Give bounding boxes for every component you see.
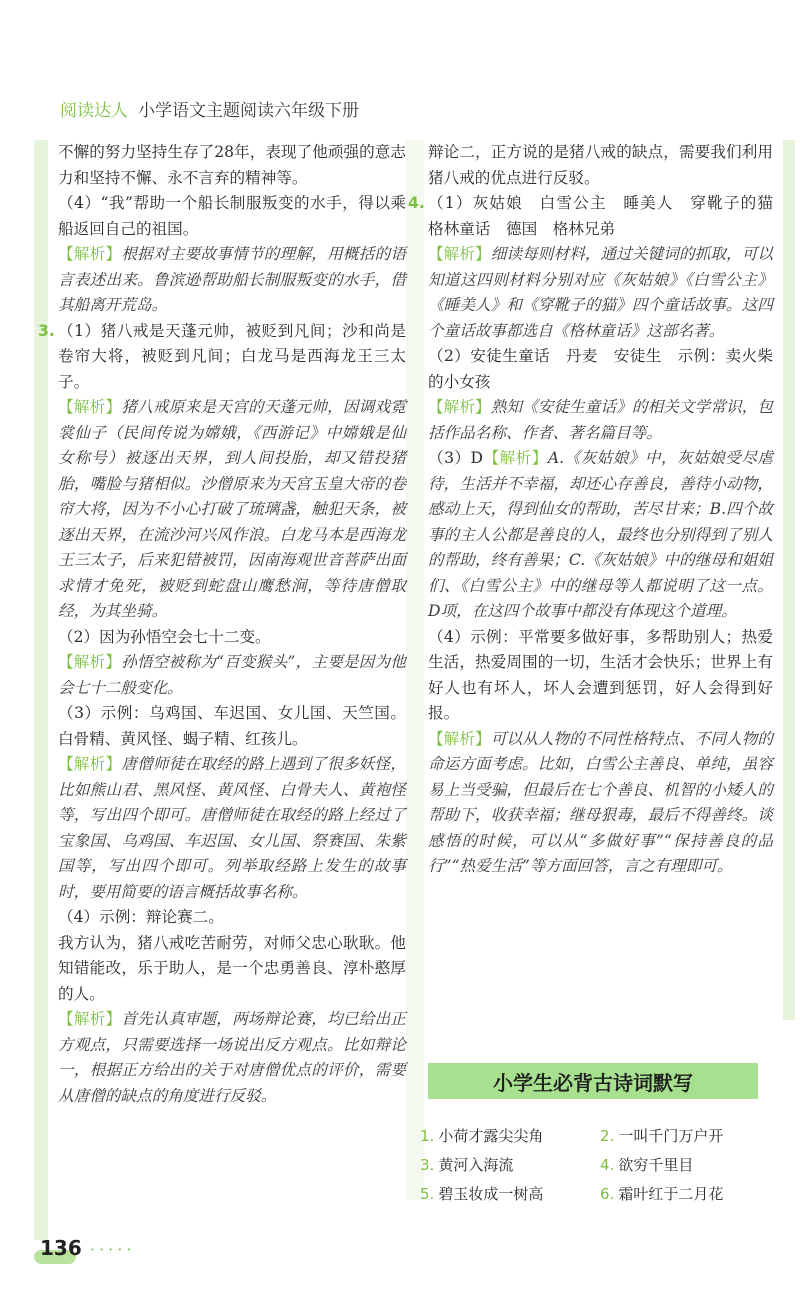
analysis-text: 唐僧师徒在取经的路上遇到了很多妖怪，比如熊山君、黑风怪、黄风怪、白骨夫人、黄袍怪等，写出四个即可。唐僧师徒在取经的路上经过了宝象国、乌鸡国、车迟国、女儿国、祭赛国、朱紫国等，写出四个即可。列举取经路上发生的故事时，要用简要的语言概括故事名称。 bbox=[58, 755, 406, 901]
question-number: 3. bbox=[38, 321, 55, 340]
answer-paragraph bbox=[58, 931, 406, 1008]
poem-number: 3. bbox=[420, 1156, 435, 1174]
analysis-tag: 【解析】 bbox=[58, 398, 122, 416]
poetry-section-banner: 小学生必背古诗词默写 bbox=[428, 1063, 758, 1099]
page-dots: ····· bbox=[90, 1240, 136, 1259]
poem-number: 5. bbox=[420, 1185, 435, 1203]
choice-answer bbox=[428, 446, 773, 625]
analysis-tag: 【解析】 bbox=[483, 449, 548, 467]
analysis-tag: 【解析】 bbox=[58, 1010, 122, 1028]
answer-text: （4）示例：平常要多做好事，多帮助别人；热爱生活，热爱周围的一切，生活才会快乐；世界上有好人也有坏人，坏人会遭到惩罚，好人会得到好报。 bbox=[428, 627, 773, 722]
answer-text: 辩论二，正方说的是猪八戒的缺点，需要我们利用猪八戒的优点进行反驳。 bbox=[428, 143, 773, 187]
answer-text: 我方认为，猪八戒吃苦耐劳，对师父忠心耿耿。他知错能改，乐于助人，是一个忠勇善良、淳朴憨厚的人。 bbox=[58, 933, 406, 1003]
analysis-tag: 【解析】 bbox=[58, 755, 122, 773]
page-header bbox=[60, 96, 359, 121]
analysis-paragraph bbox=[58, 395, 406, 625]
book-title: 小学语文主题阅读六年级下册 bbox=[138, 101, 359, 121]
poem-number: 4. bbox=[600, 1156, 615, 1174]
answer-lead: （3）D bbox=[428, 449, 484, 467]
right-column bbox=[408, 140, 789, 880]
answer-paragraph bbox=[58, 191, 406, 242]
answer-paragraph bbox=[58, 905, 406, 931]
question-answer bbox=[38, 319, 406, 396]
analysis-paragraph bbox=[58, 242, 406, 319]
analysis-paragraph bbox=[58, 752, 406, 905]
page-number: 136 bbox=[40, 1236, 82, 1260]
analysis-text: 根据对主要故事情节的理解，用概括的语言表述出来。鲁滨逊帮助船长制服叛变的水手，借其船离开荒岛。 bbox=[58, 245, 406, 314]
analysis-tag: 【解析】 bbox=[428, 245, 491, 263]
analysis-tag: 【解析】 bbox=[58, 245, 122, 263]
left-column bbox=[38, 140, 406, 1109]
answer-text: （2）安徒生童话 丹麦 安徒生 示例：卖火柴的小女孩 bbox=[428, 347, 773, 391]
poem-text: 碧玉妆成一树高 bbox=[438, 1185, 544, 1203]
poem-line bbox=[600, 1125, 780, 1146]
poem-line bbox=[420, 1183, 600, 1204]
analysis-paragraph bbox=[428, 727, 773, 880]
question-number: 4. bbox=[408, 194, 425, 212]
poem-number: 6. bbox=[600, 1185, 615, 1203]
answer-paragraph bbox=[428, 140, 773, 191]
poem-text: 黄河入海流 bbox=[438, 1156, 514, 1174]
poem-line bbox=[600, 1154, 780, 1175]
answer-text: （1）猪八戒是天蓬元帅，被贬到凡间；沙和尚是卷帘大将，被贬到凡间；白龙马是西海龙王三太子。 bbox=[58, 321, 406, 391]
answer-text: （1）灰姑娘 白雪公主 睡美人 穿靴子的猫 格林童话 德国 格林兄弟 bbox=[428, 194, 789, 238]
analysis-text: 首先认真审题，两场辩论赛，均已给出正方观点，只需要选择一场说出反方观点。比如辩论一，根据正方给出的关于对唐僧优点的评价，需要从唐僧的缺点的角度进行反驳。 bbox=[58, 1010, 406, 1105]
poem-text: 一叫千门万户开 bbox=[618, 1127, 724, 1145]
analysis-text: 熟知《安徒生童话》的相关文学常识，包括作品名称、作者、著名篇目等。 bbox=[428, 398, 773, 442]
analysis-text: A.《灰姑娘》中，灰姑娘受尽虐待，生活并不幸福，却还心存善良，善待小动物，感动上天，得到仙女的帮助，苦尽甘来；B.四个故事的主人公都是善良的人，最终也分别得到了别人的帮助，终有善果；C.《灰姑娘》中的继母和姐姐们、《白雪公主》中的继母等人都说明了这一点。D项，在这四个故事中都没有体现这个道理。 bbox=[428, 449, 773, 620]
analysis-paragraph bbox=[428, 395, 773, 446]
answer-text: 不懈的努力坚持生存了28年，表现了他顽强的意志力和坚持不懈、永不言弃的精神等。 bbox=[58, 143, 406, 187]
answer-paragraph bbox=[58, 701, 406, 752]
answer-text: （2）因为孙悟空会七十二变。 bbox=[58, 627, 271, 646]
poem-number: 2. bbox=[600, 1127, 615, 1145]
analysis-text: 细读每则材料，通过关键词的抓取，可以知道这四则材料分别对应《灰姑娘》《白雪公主》《睡美人》和《穿靴子的猫》四个童话故事。这四个童话故事都选自《格林童话》这部名著。 bbox=[428, 245, 773, 340]
poem-text: 小荷才露尖尖角 bbox=[438, 1127, 544, 1145]
analysis-paragraph bbox=[58, 1007, 406, 1109]
poem-line bbox=[420, 1125, 600, 1146]
poem-number: 1. bbox=[420, 1127, 435, 1145]
answer-paragraph bbox=[58, 625, 406, 651]
answer-paragraph bbox=[428, 344, 773, 395]
analysis-text: 猪八戒原来是天宫的天蓬元帅，因调戏霓裳仙子（民间传说为嫦娥，《西游记》中嫦娥是仙女称号）被逐出天界，到人间投胎，却又错投猪胎，嘴脸与猪相似。沙僧原来为天宫玉皇大帝的卷帘大将，因为不小心打破了琉璃盏，触犯天条，被逐出天界，在流沙河兴风作浪。白龙马本是西海龙王三太子，后来犯错被罚，因南海观世音菩萨出面求情才免死，被贬到蛇盘山鹰愁涧，等待唐僧取经，为其坐骑。 bbox=[58, 398, 406, 620]
poem-line bbox=[420, 1154, 600, 1175]
question-answer bbox=[408, 191, 789, 242]
analysis-text: 孙悟空被称为“百变猴头”，主要是因为他会七十二般变化。 bbox=[58, 653, 406, 697]
analysis-tag: 【解析】 bbox=[58, 653, 122, 671]
poem-answers bbox=[420, 1125, 780, 1204]
answer-paragraph bbox=[428, 625, 773, 727]
analysis-paragraph bbox=[58, 650, 406, 701]
analysis-tag: 【解析】 bbox=[428, 729, 491, 748]
analysis-paragraph bbox=[428, 242, 773, 344]
series-brand: 阅读达人 bbox=[60, 101, 128, 121]
poem-text: 欲穷千里目 bbox=[618, 1156, 694, 1174]
poem-line bbox=[600, 1183, 780, 1204]
column-divider-band bbox=[406, 140, 424, 1200]
poem-text: 霜叶红于二月花 bbox=[618, 1185, 724, 1203]
analysis-text: 可以从人物的不同性格特点、不同人物的命运方面考虑。比如，白雪公主善良、单纯，虽容易上当受骗，但最后在七个善良、机智的小矮人的帮助下，收获幸福；继母狠毒，最后不得善终。谈感悟的时候，可以从“多做好事”“保持善良的品行”“热爱生活”等方面回答，言之有理即可。 bbox=[428, 729, 773, 875]
answer-text: （4）“我”帮助一个船长制服叛变的水手，得以乘船返回自己的祖国。 bbox=[58, 194, 406, 238]
analysis-tag: 【解析】 bbox=[428, 398, 491, 416]
answer-paragraph bbox=[58, 140, 406, 191]
answer-text: （4）示例：辩论赛二。 bbox=[58, 908, 224, 926]
answer-text: （3）示例：乌鸡国、车迟国、女儿国、天竺国。白骨精、黄风怪、蝎子精、红孩儿。 bbox=[58, 704, 406, 748]
